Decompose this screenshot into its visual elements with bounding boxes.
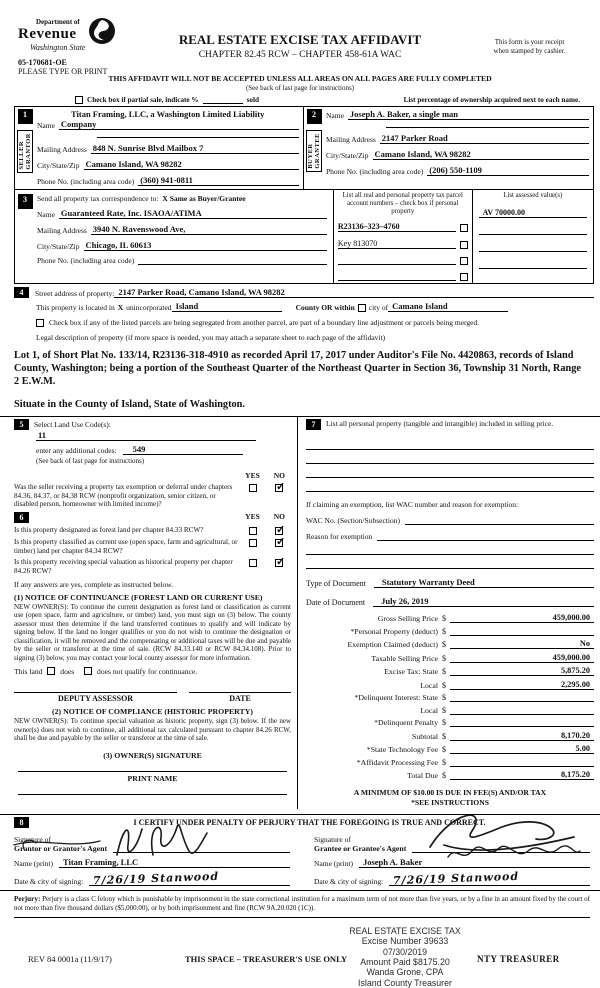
excise-tax-local-field[interactable]: 2,295.00 xyxy=(450,680,594,690)
buyer-name-overflow-line[interactable] xyxy=(386,120,589,128)
correspondence-citystatezip-label: City/State/Zip xyxy=(37,242,80,251)
deferral-question: Was the seller receiving a property tax exemption or deferral under chapters 84.36, 84.37, or 84.38 RCW (nonprofit organization, senior citizen, or disabled person, homeowner with limited income)? xyxy=(14,483,233,509)
seller-name-overflow-line[interactable] xyxy=(97,130,299,138)
forest-land-question-row xyxy=(14,526,291,535)
grantor-date-city-field[interactable] xyxy=(89,869,290,888)
assessed-value-field[interactable] xyxy=(479,243,587,252)
perjury-paragraph xyxy=(14,895,590,918)
grantee-date-city-handwriting: 7/26/19 Stanwood xyxy=(392,869,520,888)
current-use-yes-checkbox[interactable] xyxy=(249,539,257,547)
date-of-document-field[interactable]: July 26, 2019 xyxy=(373,596,594,607)
stamp-line: 07/30/2019 xyxy=(382,946,428,957)
perjury-text: Perjury is a class C felony which is punishable by imprisonment in the state correctional institution for a maximum term of not more than five years, or by a fine in an amount fixed by the court of not more than five thousand dollars ($5,000.00), or by both imprisonment and fine (RCW 9A.20.020 (1C)). xyxy=(14,895,590,913)
form-code: 05-170681-OE xyxy=(18,58,67,67)
section4-badge: 4 xyxy=(14,287,29,298)
receipt-note-line2: when stamped by cashier. xyxy=(493,47,566,56)
dollar-sign: $ xyxy=(442,693,446,703)
assessed-value-field[interactable] xyxy=(479,260,587,269)
personal-property-line[interactable] xyxy=(306,438,594,450)
dollar-sign: $ xyxy=(442,771,446,781)
correspondence-heading: Send all property tax correspondence to: xyxy=(37,194,159,203)
seller-name-line2: Company xyxy=(59,119,299,130)
historic-no-checkbox[interactable] xyxy=(275,559,283,567)
personal-property-deduct-field[interactable] xyxy=(450,627,594,636)
buyer-name-label: Name xyxy=(326,111,344,120)
deferral-yes-checkbox[interactable] xyxy=(249,484,257,492)
parties-box xyxy=(14,106,594,284)
type-of-document-label: Type of Document xyxy=(306,579,366,589)
no-header: NO xyxy=(273,471,285,481)
delinquent-interest-local-field[interactable] xyxy=(450,706,594,715)
stamp-line: Wanda Grone, CPA xyxy=(366,967,444,978)
signature-of-label: Signature of xyxy=(314,835,351,845)
does-label: does xyxy=(60,667,75,677)
street-address-field[interactable]: 2147 Parker Road, Camano Island, WA 98282 xyxy=(114,287,594,298)
fee-label: Total Due xyxy=(407,771,438,781)
seller-citystatezip-label: City/State/Zip xyxy=(37,161,80,170)
correspondence-mailing-field[interactable]: 3940 N. Ravenswood Ave, xyxy=(91,224,327,235)
fee-table xyxy=(306,613,594,780)
grantor-signature-block xyxy=(14,831,290,886)
footer xyxy=(0,918,600,988)
fee-label: *State Technology Fee xyxy=(366,745,438,755)
county-treasurer-stamp-fragment: NTY TREASURER xyxy=(477,953,560,964)
excise-tax-state-field[interactable]: 5,875.20 xyxy=(450,666,594,676)
completion-warning: THIS AFFIDAVIT WILL NOT BE ACCEPTED UNLESS ALL AREAS ON ALL PAGES ARE FULLY COMPLETED xyxy=(108,74,492,83)
seller-name-label: Name xyxy=(37,121,55,130)
gross-selling-price-field[interactable]: 459,000.00 xyxy=(450,613,594,623)
wac-number-field[interactable] xyxy=(405,516,594,525)
forest-no-checkbox[interactable] xyxy=(275,527,283,535)
stamp-line: REAL ESTATE EXCISE TAX xyxy=(349,925,461,936)
reason-exemption-field[interactable] xyxy=(377,532,594,541)
reason-exemption-line[interactable] xyxy=(306,543,594,555)
treasurer-stamp xyxy=(330,926,480,988)
name-print-label: Name (print) xyxy=(14,859,53,869)
dor-logo-block xyxy=(18,18,148,76)
date-city-label: Date & city of signing: xyxy=(314,877,384,887)
correspondence-citystatezip-field[interactable]: Chicago, IL 60613 xyxy=(84,240,327,251)
signature-of-label: Signature of xyxy=(14,835,51,845)
historic-question-row xyxy=(14,558,291,575)
state-technology-fee-field[interactable]: 5.00 xyxy=(450,744,594,754)
page-title: REAL ESTATE EXCISE TAX AFFIDAVIT xyxy=(178,32,422,47)
subtotal-field[interactable]: 8,170.20 xyxy=(450,731,594,741)
grantee-agent-label: Grantee or Grantee's Agent xyxy=(314,844,407,854)
dollar-sign: $ xyxy=(442,718,446,728)
additional-codes-label: enter any additional codes: xyxy=(36,446,117,456)
fee-label: Taxable Selling Price xyxy=(371,653,438,663)
does-checkbox[interactable] xyxy=(47,667,55,675)
land-use-code-field[interactable]: 11 xyxy=(36,430,256,441)
within-city-checkbox[interactable] xyxy=(358,304,366,312)
grantee-signature-line[interactable] xyxy=(412,843,590,853)
certify-statement: I CERTIFY UNDER PENALTY OF PERJURY THAT THE FOREGOING IS TRUE AND CORRECT. xyxy=(133,818,486,828)
legal-description-text: Lot 1, of Short Plat No. 133/14, R23136-318-4910 as recorded April 17, 2017 under Auditor's File No. 4420863, records of Island County, Washington; being a portion of the Southeast Quarter of the Northeast Quarter in Section 36, Township 31 North, Range 2 E.W.M. xyxy=(14,350,581,388)
county-name-field[interactable]: Island xyxy=(172,301,282,312)
page-subtitle: CHAPTER 82.45 RCW – CHAPTER 458-61A WAC xyxy=(198,50,402,60)
wac-number-label: WAC No. (Section/Subsection) xyxy=(306,516,400,526)
delinquent-penalty-field[interactable] xyxy=(450,718,594,727)
current-use-question-row xyxy=(14,538,291,555)
buyer-citystatezip-field[interactable]: Camano Island, WA 98282 xyxy=(373,149,590,160)
dor-swirl-icon xyxy=(87,16,117,46)
seller-phone-label: Phone No. (including area code) xyxy=(37,177,135,186)
dollar-sign: $ xyxy=(442,667,446,677)
buyer-name-field[interactable] xyxy=(326,109,589,128)
street-address-label: Street address of property: xyxy=(35,289,115,299)
section5-badge: 5 xyxy=(14,419,29,430)
land-prefix: This land xyxy=(14,667,43,677)
parcel-personal-checkbox-3[interactable] xyxy=(460,257,468,265)
section6-badge: 6 xyxy=(14,512,29,523)
parcel-numbers-box xyxy=(333,190,472,283)
fee-label: Gross Selling Price xyxy=(377,614,438,624)
assessor-date-line[interactable]: DATE xyxy=(189,692,291,703)
seller-section xyxy=(15,107,304,189)
fee-label: Exemption Claimed (deduct) xyxy=(347,640,438,650)
tax-correspondence-section xyxy=(15,190,333,283)
fee-label: *Personal Property (deduct) xyxy=(350,626,438,636)
perjury-label: Perjury: xyxy=(14,895,41,904)
seller-mailing-label: Mailing Address xyxy=(37,145,87,154)
see-instructions-note: *SEE INSTRUCTIONS xyxy=(411,798,489,808)
seller-citystatezip-field[interactable]: Camano Island, WA 98282 xyxy=(84,159,300,170)
buyer-section xyxy=(304,107,593,189)
forest-yes-checkbox[interactable] xyxy=(249,527,257,535)
correspondence-mailing-label: Mailing Address xyxy=(37,226,87,235)
parcel-number-field[interactable] xyxy=(338,256,456,265)
legal-description-label: Legal description of property (if more space is needed, you may attach a separate sheet to each page of the affidavit) xyxy=(36,333,386,343)
grantor-agent-label: Grantor or Grantor's Agent xyxy=(14,844,108,854)
reason-exemption-line[interactable] xyxy=(306,557,594,569)
section8-badge: 8 xyxy=(14,817,29,828)
current-use-question: Is this property classified as current use (open space, farm and agricultural, or timber) land per chapter 84.34 RCW? xyxy=(14,537,238,555)
header xyxy=(0,0,600,96)
date-city-label: Date & city of signing: xyxy=(14,877,84,887)
current-use-no-checkbox[interactable] xyxy=(275,539,283,547)
additional-codes-field[interactable]: 549 xyxy=(123,444,243,455)
unincorporated-label: unincorporated xyxy=(126,303,172,313)
compliance-title: (2) NOTICE OF COMPLIANCE (HISTORIC PROPERTY) xyxy=(52,707,253,717)
does-not-checkbox[interactable] xyxy=(84,667,92,675)
print-name-line[interactable] xyxy=(18,783,287,795)
dollar-sign: $ xyxy=(442,626,446,636)
ownership-note: List percentage of ownership acquired next to each name. xyxy=(403,96,580,104)
forest-land-question: Is this property designated as forest land per chapter 84.33 RCW? xyxy=(14,525,204,534)
logo-state-line: Washington State xyxy=(30,43,86,52)
any-yes-note: If any answers are yes, complete as instructed below. xyxy=(14,579,174,589)
fee-label: *Affidavit Processing Fee xyxy=(356,757,438,767)
dollar-sign: $ xyxy=(442,705,446,715)
historic-yes-checkbox[interactable] xyxy=(249,559,257,567)
grantor-date-city-handwriting: 7/26/19 Stanwood xyxy=(92,869,220,888)
stamp-line: Amount Paid $8175.20 xyxy=(360,956,450,967)
seller-name-field[interactable] xyxy=(37,109,299,138)
correspondence-name-field[interactable]: Guaranteed Rate, Inc. ISAOA/ATIMA xyxy=(59,208,327,219)
fee-label: Local xyxy=(420,680,438,690)
segregated-note: Check box if any of the listed parcels are being segregated from another parcel, are part of a boundary line adjustment or parcels being merged. xyxy=(49,318,480,328)
assessed-value-field[interactable]: AV 70000.00 xyxy=(479,208,587,218)
personal-property-heading: List all personal property (tangible and intangible) included in selling price. xyxy=(326,419,554,429)
exemption-claimed-field[interactable]: No xyxy=(450,639,594,649)
logo-revenue-line: Revenue xyxy=(18,26,77,42)
type-or-print-note: PLEASE TYPE OR PRINT xyxy=(18,67,108,76)
partial-sale-checkbox[interactable] xyxy=(75,96,83,104)
continuance-qualify-row xyxy=(14,667,291,676)
buyer-mailing-label: Mailing Address xyxy=(326,135,376,144)
seller-mailing-field[interactable]: 848 N. Sunrise Blvd Mailbox 7 xyxy=(91,143,299,154)
grantor-signature-line[interactable] xyxy=(113,843,290,853)
minimum-fee-note: A MINIMUM OF $10.00 IS DUE IN FEE(S) AND/OR TAX xyxy=(353,788,547,798)
personal-property-column xyxy=(297,417,600,809)
city-name-field[interactable]: Camano Island xyxy=(388,301,508,312)
parcel-personal-checkbox-2[interactable] xyxy=(460,241,468,249)
parcel-number-field[interactable]: R23136–323–4760 xyxy=(338,222,456,232)
compliance-body: NEW OWNER(S): To continue special valuation as historic property, sign (3) below. If the new owner(s) does not wish to continue, all additional tax calculated pursuant to chapter 84.26 RCW, shall be due and payable by the seller or transferor at the time of sale. xyxy=(14,717,291,743)
rev-form-number: REV 84 0001a (11/9/17) xyxy=(28,953,112,964)
same-as-buyer-mark[interactable]: X Same as Buyer/Grantee xyxy=(162,194,246,203)
stamp-line: Island County Treasurer xyxy=(358,977,452,988)
buyer-name-line2: Joseph A. Baker, a single man xyxy=(348,109,589,120)
receipt-note xyxy=(477,38,582,56)
land-use-column xyxy=(0,417,297,809)
partial-sale-percent-field[interactable] xyxy=(203,103,243,104)
stamp-line: Excise Number 39633 xyxy=(361,936,449,947)
partial-sale-row xyxy=(75,96,580,104)
receipt-note-line1: This form is your receipt xyxy=(494,38,565,46)
dollar-sign: $ xyxy=(442,745,446,755)
fee-label: *Delinquent Penalty xyxy=(374,718,438,728)
located-prefix: This property is located in xyxy=(36,303,115,313)
fee-label: Local xyxy=(420,705,438,715)
seller-phone-field[interactable]: (360) 941-0811 xyxy=(138,175,299,186)
buyer-citystatezip-label: City/State/Zip xyxy=(326,151,369,160)
certification-section xyxy=(0,814,600,891)
fee-label: Subtotal xyxy=(412,731,438,741)
dollar-sign: $ xyxy=(442,653,446,663)
middle-columns xyxy=(0,416,600,809)
owners-signature-line[interactable] xyxy=(18,760,287,772)
assessed-value-field[interactable] xyxy=(479,226,587,235)
does-not-label: does not qualify for continuance. xyxy=(97,667,198,677)
dollar-sign: $ xyxy=(442,614,446,624)
personal-property-line[interactable] xyxy=(306,480,594,492)
fee-label: *Delinquent Interest: State xyxy=(354,693,438,703)
section3-badge: 3 xyxy=(18,194,33,209)
grantor-printed-name-field[interactable]: Titan Framing, LLC xyxy=(59,857,290,868)
print-name-label: PRINT NAME xyxy=(127,773,178,783)
parcel-number-field[interactable]: Key 813070 xyxy=(338,239,456,249)
parcel-personal-checkbox-1[interactable] xyxy=(460,224,468,232)
section7-badge: 7 xyxy=(306,419,321,430)
total-due-field[interactable]: 8,175.20 xyxy=(450,770,594,780)
historic-question: Is this property receiving special valuation as historical property per chapter 84.26 RCW? xyxy=(14,558,233,575)
no-header: NO xyxy=(273,511,285,521)
buyer-phone-label: Phone No. (including area code) xyxy=(326,167,424,176)
seller-grantor-vertical-label: SELLER GRANTOR xyxy=(17,130,33,173)
correspondence-name-label: Name xyxy=(37,210,55,219)
fee-label: Excise Tax: State xyxy=(384,667,438,677)
buyer-mailing-field[interactable]: 2147 Parker Road xyxy=(380,133,589,144)
exemption-note: If claiming an exemption, list WAC number and reason for exemption: xyxy=(306,500,519,510)
name-print-label: Name (print) xyxy=(314,859,353,869)
logo-dept-line: Department of xyxy=(36,18,80,26)
parcel-number-field[interactable] xyxy=(338,272,456,281)
parcel-heading: List all real and personal property tax parcel account numbers – check box if personal property xyxy=(342,192,463,215)
assessed-values-box xyxy=(472,190,593,283)
land-use-label: Select Land Use Code(s): xyxy=(34,420,111,430)
see-back-note-5: (See back of last page for instructions) xyxy=(36,457,145,466)
property-address-section xyxy=(14,287,594,342)
yes-header: YES xyxy=(245,511,260,521)
deferral-no-checkbox[interactable] xyxy=(275,484,283,492)
yes-header: YES xyxy=(245,471,260,481)
affidavit-processing-fee-field[interactable] xyxy=(450,758,594,767)
unincorporated-x-mark[interactable]: X xyxy=(117,303,124,313)
parcel-personal-checkbox-4[interactable] xyxy=(460,273,468,281)
see-back-note: (See back of last page for instructions) xyxy=(245,84,355,92)
city-of-label: city of xyxy=(368,303,389,313)
continuance-body: NEW OWNER(S): To continue the current designation as forest land or classification as current use (open space, farm and agriculture, or timber) land, you must sign on (3) below. The county assessor must then determine if the land transferred continues to qualify and will indicate by signing below. If the land no longer qualifies or you do not wish to continue the designation or classification, it will be removed and the compensating or additional taxes will be due and payable by the seller or transferor at the time of sale. (RCW 84.33.140 or RCW 84.34.108). Prior to signing (3) below, you may contact your local county assessor for more information. xyxy=(14,602,291,662)
partial-sale-suffix: sold xyxy=(246,96,259,104)
grantee-printed-name-field[interactable]: Joseph A. Baker xyxy=(359,857,590,868)
dor-logo-text xyxy=(18,18,85,52)
assessed-heading: List assessed value(s) xyxy=(503,192,563,199)
dollar-sign: $ xyxy=(442,731,446,741)
date-of-document-label: Date of Document xyxy=(306,598,366,608)
section2-badge: 2 xyxy=(307,109,322,124)
seller-name-line1: Titan Framing, LLC, a Washington Limited Liability xyxy=(71,109,265,119)
personal-property-line[interactable] xyxy=(306,452,594,464)
partial-sale-label: Check box if partial sale, indicate % xyxy=(87,96,199,104)
dollar-sign: $ xyxy=(442,757,446,767)
dollar-sign: $ xyxy=(442,640,446,650)
deputy-assessor-signature-line[interactable]: DEPUTY ASSESSOR xyxy=(14,692,177,703)
owners-signature-label: (3) OWNER(S) SIGNATURE xyxy=(103,750,202,760)
buyer-grantee-vertical-label: BUYER GRANTEE xyxy=(306,130,322,172)
deferral-question-row xyxy=(14,483,291,509)
situate-line: Situate in the County of Island, State of Washington. xyxy=(14,399,245,411)
reason-exemption-label: Reason for exemption xyxy=(306,532,373,542)
delinquent-interest-state-field[interactable] xyxy=(450,693,594,702)
segregated-checkbox[interactable] xyxy=(36,319,44,327)
section1-badge: 1 xyxy=(18,109,33,124)
correspondence-phone-field[interactable] xyxy=(138,264,327,265)
county-or-within-label: County OR within xyxy=(295,303,355,313)
grantee-signature-block xyxy=(314,831,590,886)
grantee-date-city-field[interactable] xyxy=(389,869,590,888)
personal-property-line[interactable] xyxy=(306,466,594,478)
correspondence-phone-label: Phone No. (including area code) xyxy=(37,256,135,265)
taxable-selling-price-field[interactable]: 459,000.00 xyxy=(450,653,594,663)
buyer-phone-field[interactable]: (206) 550-1109 xyxy=(427,165,589,176)
type-of-document-field[interactable]: Statutory Warranty Deed xyxy=(374,577,594,588)
continuance-title: (1) NOTICE OF CONTINUANCE (FOREST LAND OR CURRENT USE) xyxy=(14,592,263,602)
dollar-sign: $ xyxy=(442,680,446,690)
treasurer-use-only-label: THIS SPACE – TREASURER'S USE ONLY xyxy=(185,953,348,964)
